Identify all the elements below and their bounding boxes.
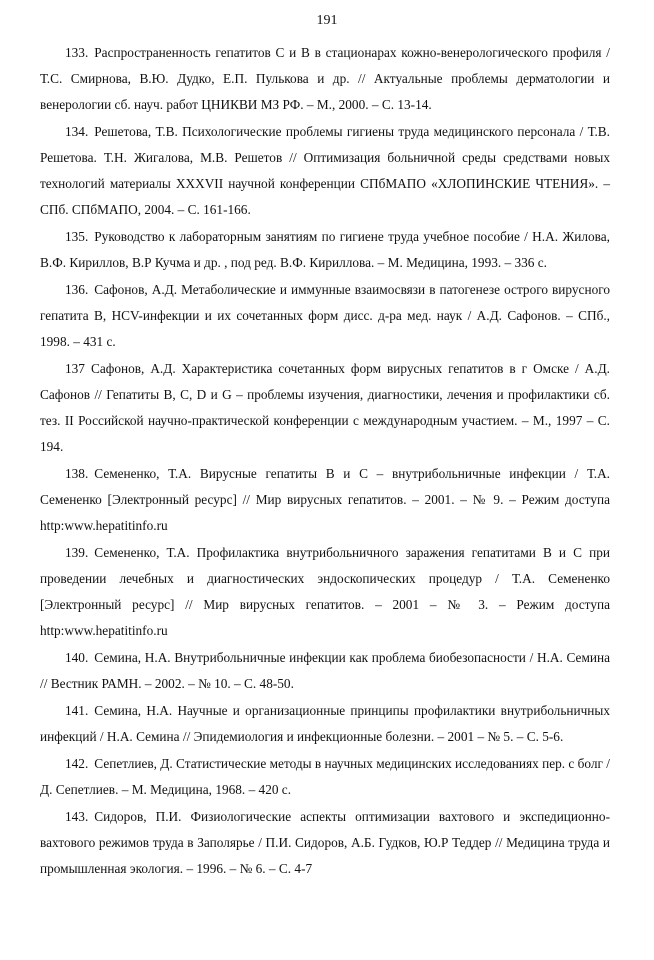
- reference-number: 142.: [65, 756, 89, 771]
- reference-text: Решетова, Т.В. Психологические проблемы гигиены труда медицинского персонала / Т.В. Решетова. Т.Н. Жигалова, М.В. Решетов // Оптимизация больничной среды средствами новых технологий материалы XXXVII научной конференции СПбМАПО «ХЛОПИНСКИЕ ЧТЕНИЯ». – СПб. СПбМАПО, 2004. – С. 161-166.: [40, 124, 610, 217]
- reference-number: 141.: [65, 703, 89, 718]
- reference-item: [40, 224, 610, 276]
- reference-number: 143.: [65, 809, 89, 824]
- reference-text: Сепетлиев, Д. Статистические методы в научных медицинских исследованиях пер. с болг / Д. Сепетлиев. – М. Медицина, 1968. – 420 с.: [40, 756, 610, 797]
- reference-text: Сафонов, А.Д. Метаболические и иммунные взаимосвязи в патогенезе острого вирусного гепатита В, HCV-инфекции и их сочетанных форм дисс. д-ра мед. наук / А.Д. Сафонов. – СПб., 1998. – 431 с.: [40, 282, 610, 349]
- reference-number: 134.: [65, 124, 89, 139]
- reference-text: Сафонов, А.Д. Характеристика сочетанных форм вирусных гепатитов в г Омске / А.Д. Сафонов // Гепатиты B, C, D и G – проблемы изучения, диагностики, лечения и профилактики сб. тез. II Российской научно-практической конференции с международным участием. – М., 1997 – С. 194.: [40, 361, 610, 454]
- reference-text: Семененко, Т.А. Профилактика внутрибольничного заражения гепатитами В и С при проведении лечебных и диагностических эндоскопических процедур / Т.А. Семененко [Электронный ресурс] // Мир вирусных гепатитов. – 2001 – № 3. – Режим доступа http:www.hepatitinfo.ru: [40, 545, 610, 638]
- reference-text: Распространенность гепатитов С и В в стационарах кожно-венерологического профиля / Т.С. Смирнова, В.Ю. Дудко, Е.П. Пулькова и др. // Актуальные проблемы дерматологии и венерологии сб. науч. работ ЦНИКВИ МЗ РФ. – М., 2000. – С. 13-14.: [40, 45, 610, 112]
- reference-number: 133.: [65, 45, 89, 60]
- reference-number: 137: [65, 361, 85, 376]
- reference-text: Семина, Н.А. Научные и организационные принципы профилактики внутрибольничных инфекций / Н.А. Семина // Эпидемиология и инфекционные болезни. – 2001 – № 5. – С. 5-6.: [40, 703, 610, 744]
- reference-item: [40, 540, 610, 644]
- page-number: 191: [316, 13, 338, 28]
- reference-text: Руководство к лабораторным занятиям по гигиене труда учебное пособие / Н.А. Жилова, В.Ф. Кириллов, В.Р Кучма и др. , под ред. В.Ф. Кириллова. – М. Медицина, 1993. – 336 с.: [40, 229, 610, 270]
- reference-item: [40, 751, 610, 803]
- reference-number: 140.: [65, 650, 89, 665]
- reference-number: 139.: [65, 545, 89, 560]
- reference-item: [40, 356, 610, 460]
- reference-text: Семина, Н.А. Внутрибольничные инфекции как проблема биобезопасности / Н.А. Семина // Вестник РАМН. – 2002. – № 10. – С. 48-50.: [40, 650, 610, 691]
- reference-list: [40, 40, 610, 883]
- reference-item: [40, 698, 610, 750]
- reference-number: 135.: [65, 229, 89, 244]
- reference-text: Семененко, Т.А. Вирусные гепатиты В и С – внутрибольничные инфекции / Т.А. Семененко [Электронный ресурс] // Мир вирусных гепатитов. – 2001. – № 9. – Режим доступа http:www.hepatitinfo.ru: [40, 466, 610, 533]
- reference-number: 138.: [65, 466, 89, 481]
- reference-item: [40, 645, 610, 697]
- reference-text: Сидоров, П.И. Физиологические аспекты оптимизации вахтового и экспедиционно-вахтового режимов труда в Заполярье / П.И. Сидоров, А.Б. Гудков, Ю.Р Теддер // Медицина труда и промышленная экология. – 1996. – № 6. – С. 4-7: [40, 809, 610, 876]
- reference-number: 136.: [65, 282, 89, 297]
- reference-item: [40, 277, 610, 355]
- reference-item: [40, 804, 610, 882]
- reference-item: [40, 461, 610, 539]
- reference-item: [40, 40, 610, 118]
- reference-item: [40, 119, 610, 223]
